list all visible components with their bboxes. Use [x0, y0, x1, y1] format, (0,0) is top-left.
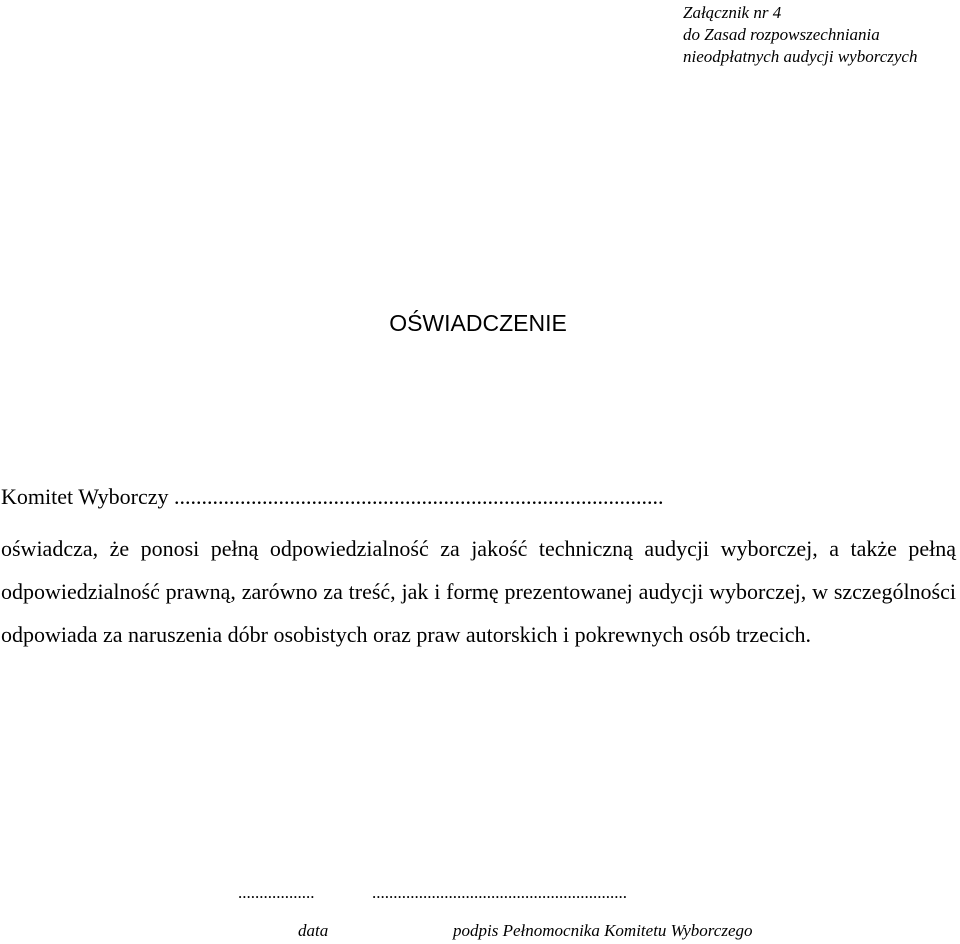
document-title-text: OŚWIADCZENIE — [389, 310, 567, 336]
signature-field-dots: ............................................................ — [372, 883, 627, 902]
annex-broadcast-reference: nieodpłatnych audycji wyborczych — [683, 47, 918, 66]
signature-label: podpis Pełnomocnika Komitetu Wyborczego — [453, 921, 753, 940]
annex-number: Załącznik nr 4 — [683, 3, 782, 22]
date-field-dots: .................. — [238, 883, 315, 902]
committee-name-line: Komitet Wyborczy ......................................................................................... — [1, 484, 664, 509]
statement-paragraph: oświadcza, że ponosi pełną odpowiedzialność za jakość techniczną audycji wyborczej, a także pełną odpowiedzialność prawną, zarówno za treść, jak i formę prezentowanej audycji wyborczej, w szczególności odpowiada za naruszenia dóbr osobistych oraz praw autorskich i pokrewnych osób trzecich. — [1, 536, 956, 647]
annex-rules-reference: do Zasad rozpowszechniania — [683, 25, 880, 44]
annex-header — [683, 2, 917, 68]
date-label: data — [298, 921, 329, 940]
document-title — [0, 308, 956, 338]
